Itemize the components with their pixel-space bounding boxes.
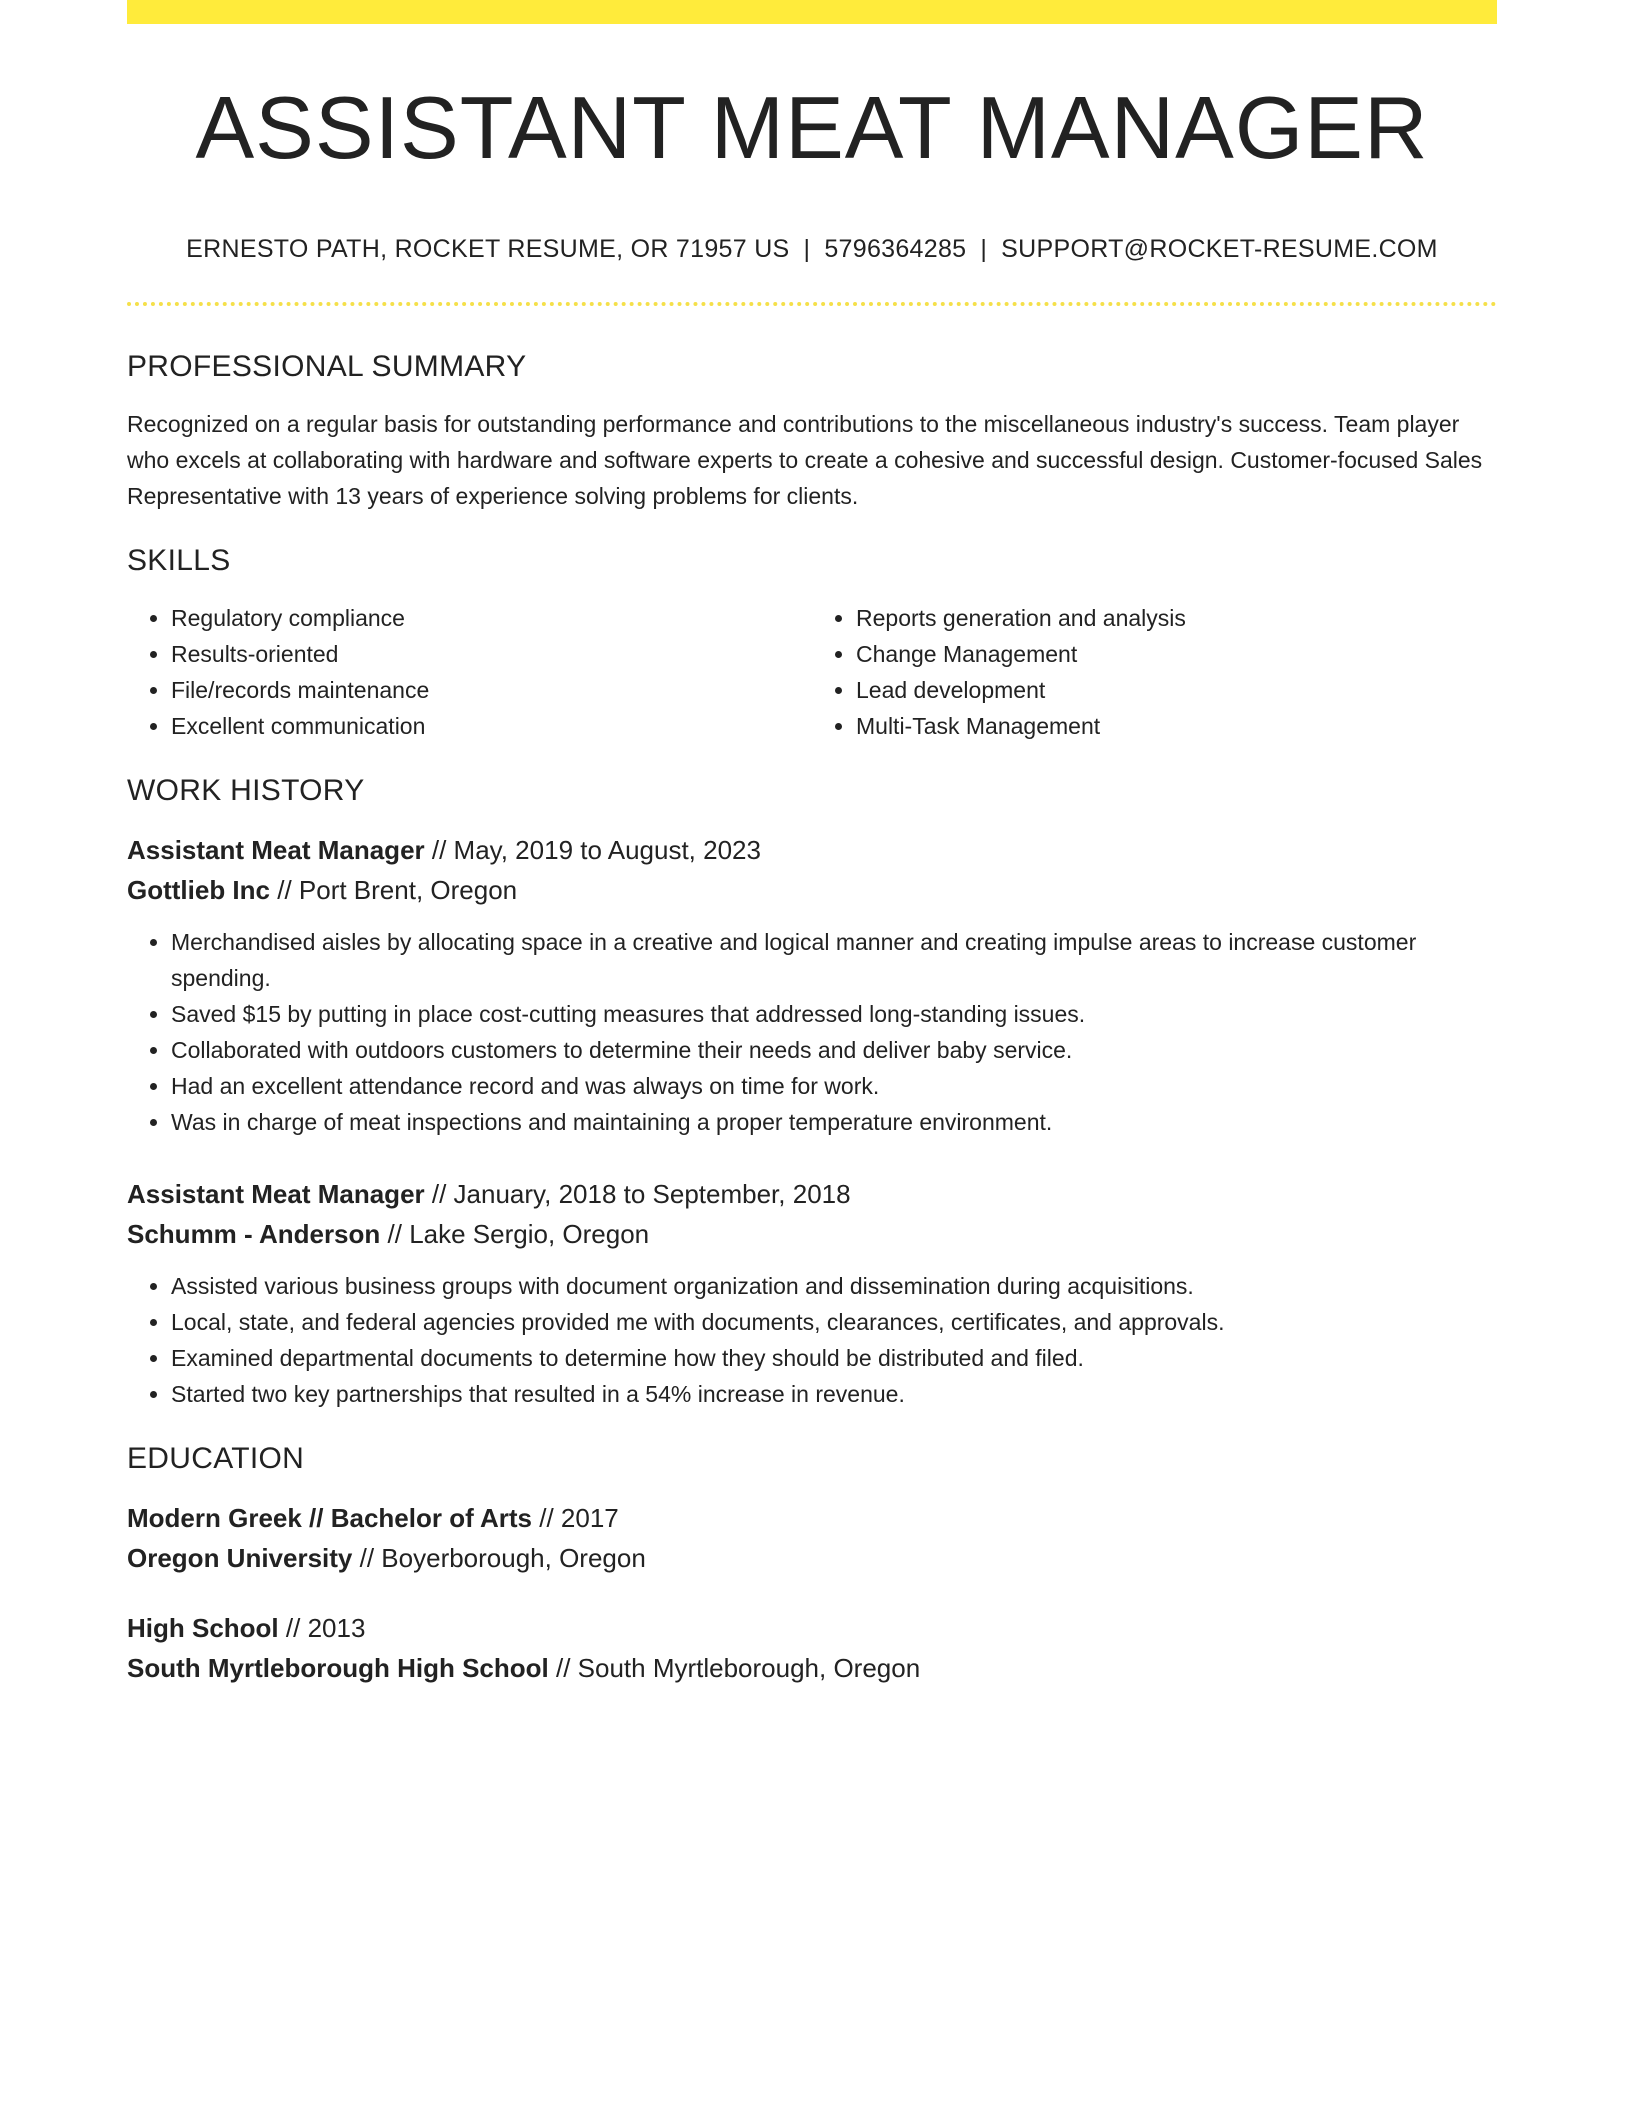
skill-item: • File/records maintenance bbox=[171, 672, 812, 708]
job-bullet: • Local, state, and federal agencies provided me with documents, clearances, certificates, and approvals. bbox=[171, 1304, 1497, 1340]
contact-separator: | bbox=[980, 234, 988, 263]
skill-item: • Excellent communication bbox=[171, 708, 812, 744]
education-degree-line bbox=[127, 1498, 1497, 1538]
job-dates: // May, 2019 to August, 2023 bbox=[424, 834, 761, 865]
job-company-line bbox=[127, 870, 1497, 910]
skill-item: • Lead development bbox=[856, 672, 1497, 708]
job-location: // Lake Sergio, Oregon bbox=[380, 1218, 650, 1249]
summary-text: Recognized on a regular basis for outstanding performance and contributions to the miscellaneous industry's success. Team player who excels at collaborating with hardware and software experts to create a cohesive and successful design. Customer-focused Sales Representative with 13 years of experience solving problems for clients. bbox=[127, 410, 1483, 509]
job-title-line bbox=[127, 830, 1497, 870]
skill-item: • Regulatory compliance bbox=[171, 600, 812, 636]
job-bullet: • Examined departmental documents to determine how they should be distributed and filed. bbox=[171, 1340, 1497, 1376]
job-bullet: • Merchandised aisles by allocating space in a creative and logical manner and creating impulse areas to increase customer spending. bbox=[171, 924, 1497, 996]
skill-item: • Change Management bbox=[856, 636, 1497, 672]
job-bullet: • Had an excellent attendance record and was always on time for work. bbox=[171, 1068, 1497, 1104]
education-year: // 2017 bbox=[532, 1502, 619, 1533]
contact-line bbox=[127, 235, 1497, 264]
job-entry bbox=[127, 1174, 1497, 1412]
job-bullet: • Started two key partnerships that resulted in a 54% increase in revenue. bbox=[171, 1376, 1497, 1412]
education-year: // 2013 bbox=[278, 1612, 366, 1643]
accent-top-bar bbox=[127, 0, 1497, 24]
skill-item: • Results-oriented bbox=[171, 636, 812, 672]
education-degree: Modern Greek // Bachelor of Arts bbox=[127, 1502, 533, 1533]
education-degree: High School bbox=[127, 1612, 279, 1643]
skills-column-left bbox=[127, 600, 812, 744]
job-location: // Port Brent, Oregon bbox=[270, 874, 518, 905]
education-location: // South Myrtleborough, Oregon bbox=[548, 1652, 921, 1683]
contact-separator: | bbox=[803, 234, 811, 263]
summary-heading: PROFESSIONAL SUMMARY bbox=[127, 349, 527, 383]
contact-phone: 5796364285 bbox=[824, 234, 967, 263]
education-school-line bbox=[127, 1538, 1497, 1578]
resume-page bbox=[127, 0, 1497, 1688]
job-company-line bbox=[127, 1214, 1497, 1254]
job-bullet: • Was in charge of meat inspections and maintaining a proper temperature environment. bbox=[171, 1104, 1497, 1140]
education-degree-line bbox=[127, 1608, 1497, 1648]
education-school: South Myrtleborough High School bbox=[127, 1652, 549, 1683]
education-entry bbox=[127, 1608, 1497, 1688]
education-school: Oregon University bbox=[127, 1542, 353, 1573]
job-dates: // January, 2018 to September, 2018 bbox=[424, 1178, 851, 1209]
skill-item: • Multi-Task Management bbox=[856, 708, 1497, 744]
job-company: Gottlieb Inc bbox=[127, 874, 270, 905]
job-bullets bbox=[127, 924, 1497, 1140]
skills-heading: SKILLS bbox=[127, 543, 231, 577]
job-company: Schumm - Anderson bbox=[127, 1218, 381, 1249]
dotted-divider bbox=[127, 302, 1497, 306]
education-entry bbox=[127, 1498, 1497, 1578]
contact-email[interactable]: SUPPORT@ROCKET-RESUME.COM bbox=[1001, 234, 1438, 263]
education-school-line bbox=[127, 1648, 1497, 1688]
job-bullet: • Assisted various business groups with document organization and dissemination during acquisitions. bbox=[171, 1268, 1497, 1304]
contact-address: ERNESTO PATH, ROCKET RESUME, OR 71957 US bbox=[186, 234, 790, 263]
skills-list bbox=[127, 600, 1497, 744]
job-bullet: • Saved $15 by putting in place cost-cutting measures that addressed long-standing issues. bbox=[171, 996, 1497, 1032]
job-entry bbox=[127, 830, 1497, 1140]
job-title-line bbox=[127, 1174, 1497, 1214]
job-bullets bbox=[127, 1268, 1497, 1412]
skill-item: • Reports generation and analysis bbox=[856, 600, 1497, 636]
job-title: Assistant Meat Manager bbox=[127, 1178, 425, 1209]
resume-title: ASSISTANT MEAT MANAGER bbox=[195, 78, 1429, 177]
job-title: Assistant Meat Manager bbox=[127, 834, 425, 865]
skills-column-right bbox=[812, 600, 1497, 744]
work-history-heading: WORK HISTORY bbox=[127, 773, 365, 807]
education-location: // Boyerborough, Oregon bbox=[352, 1542, 646, 1573]
job-bullet: • Collaborated with outdoors customers to determine their needs and deliver baby service. bbox=[171, 1032, 1497, 1068]
education-heading: EDUCATION bbox=[127, 1441, 305, 1475]
